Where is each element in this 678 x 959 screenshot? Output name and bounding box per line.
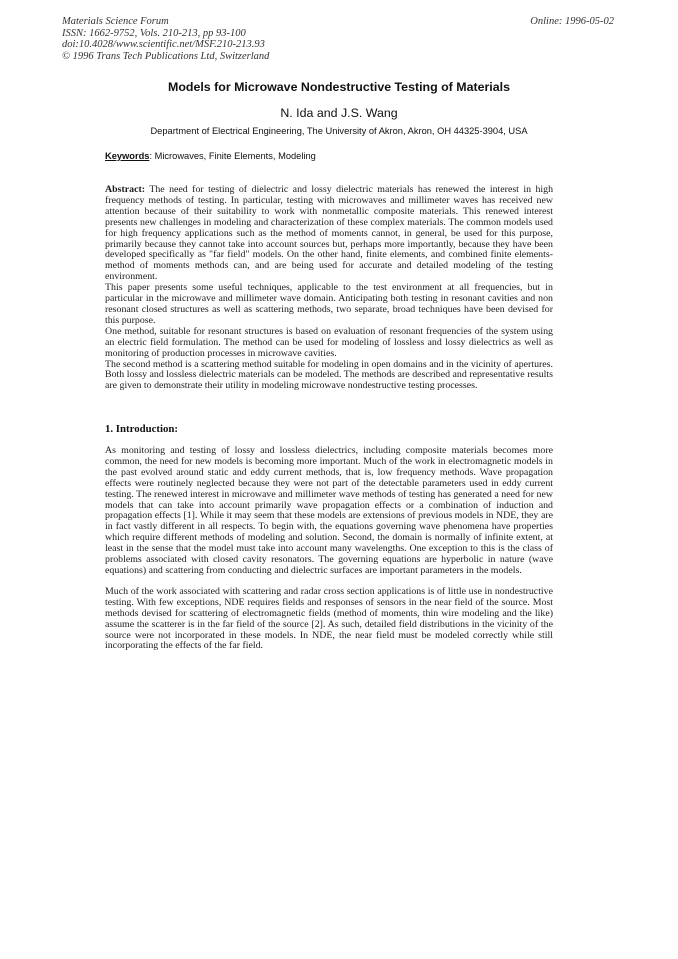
keywords-line [105,151,316,161]
issn-line: ISSN: 1662-9752, Vols. 210-213, pp 93-100 [62,27,246,39]
copyright-line: © 1996 Trans Tech Publications Ltd, Switzerland [62,50,270,62]
keywords-label: Keywords [105,151,150,161]
introduction-body [105,446,553,662]
abstract-paragraph: This paper presents some useful techniques, applicable to the test environment at all frequencies, but in particular in the microwave and millimeter wave domain. Anticipating both testing in resonant cavities and non resonant closed structures as well as scattering methods, two separate, broad techniques have been devised for this purpose. [105,282,553,326]
section-heading-introduction: 1. Introduction: [105,423,178,435]
keywords-text: : Microwaves, Finite Elements, Modeling [149,151,316,161]
abstract-section [105,185,553,392]
publication-info [62,16,269,62]
abstract-paragraph: One method, suitable for resonant structures is based on evaluation of resonant frequencies of the system using an electric field formulation. The method can be used for modeling of lossless and lossy dielectrics as well as monitoring of production processes in microwave cavities. [105,325,553,359]
paper-title: Models for Microwave Nondestructive Testing of Materials [168,80,510,94]
doi-link[interactable]: doi:10.4028/www.scientific.net/MSF.210-213.93 [62,39,265,51]
journal-name: Materials Science Forum [62,16,169,27]
body-paragraph: Much of the work associated with scattering and radar cross section applications is of little use in nondestructive testing. With few exceptions, NDE requires fields and responses of sensors in the near field of the source. Most methods devised for scattering of electromagnetic fields (method of moments, thin wire modeling and the like) assume the scatterer is in the far field of the source [2]. As such, detailed field distributions in the vicinity of the source were not incorporated in these models. In NDE, the near field must be modeled correctly while still incorporating the effects of the far field. [105,585,553,652]
abstract-label: Abstract: [105,184,146,195]
abstract-paragraph [105,185,553,283]
author-affiliation: Department of Electrical Engineering, The University of Akron, Akron, OH 44325-3904, USA [150,126,528,136]
online-date: Online: 1996-05-02 [530,16,614,27]
body-paragraph: As monitoring and testing of lossy and lossless dielectrics, including composite materials becomes more common, the need for new models is becoming more important. Much of the work in electromagnetic models in the past evolved around static and eddy current methods, that is, low frequency methods. Wave propagation effects were routinely neglected because they were not part of the detectable parameters used in eddy current testing. The renewed interest in microwave and millimeter wave methods of testing has generated a need for new models that can take into account primarily wave propagation effects or a combination of induction and propagation effects [1]. While it may seem that these models are extensions of previous models in NDE, they are in fact vastly different in all respects. To begin with, the equations governing wave phenomena have properties which require different methods of modeling and solution. Second, the domain is normally of infinite extent, at least in the sense that the model must take into account many wavelengths. One exception to this is the class of problems associated with closed cavity resonators. The governing equations are hyperbolic in nature (wave equations) and scattering from conducting and dielectric surfaces are important parameters in the models. [105,445,553,576]
abstract-paragraph: The second method is a scattering method suitable for modeling in open domains and in the vicinity of apertures. Both lossy and lossless dielectric materials can be modeled. The methods are described and representative results are given to demonstrate their utility in modeling microwave nondestructive testing processes. [105,358,553,392]
paper-authors: N. Ida and J.S. Wang [280,106,398,120]
abstract-text: The need for testing of dielectric and lossy dielectric materials has renewed the interest in high frequency methods of testing. In particular, testing with microwaves and millimeter waves has received new attention because of their suitability to work with nonmetallic composite materials. This renewed interest presents new challenges in modeling and characterization of these complex materials. The common models used for high frequency applications such as the method of moments cannot, in general, be used for this purpose, primarily because they cannot take into account sources but, perhaps more importantly, because they have been developed specifically as "far field" models. On the other hand, finite elements, and combined finite elements-method of moments methods can, and are being used for accurate and detailed modeling of the testing environment. [105,184,554,283]
